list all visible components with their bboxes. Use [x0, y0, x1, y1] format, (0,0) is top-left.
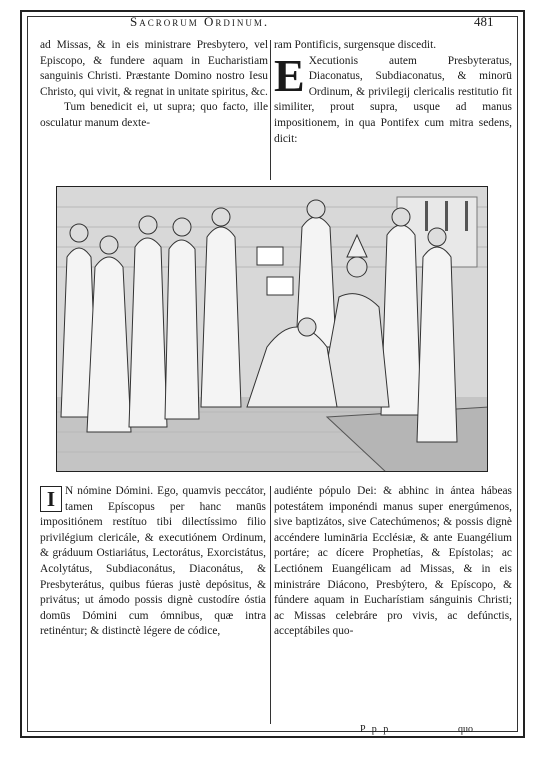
- page-number: 481: [474, 14, 494, 29]
- top-right-paragraph: [274, 49, 512, 148]
- engraving-ordination-scene: [56, 186, 488, 472]
- catchword: quo: [458, 724, 473, 735]
- bottom-left-paragraph-text: N nómine Dómini. Ego, quamvis peccátor, tamen Epíscopus per hanc manūs impositiónem restítuo tibi dilectíssimo filio privilégium clericále, & executiónem Ordinum, & gráduum Ostiariátus, Lectorátus, Exorcistátus, Acolytátus, Subdiaconátus, Diaconátus, & Presbyterátus, quibus fúeras justè depósitus, & privátus; ut ámodo possis dignè custodíre óstia domūs Dómini cum ómnibus, quæ intra retinéntur; & distinctè légere de códice,: [40, 485, 266, 638]
- dropcap-i: I: [40, 486, 62, 512]
- column-divider-bottom: [270, 486, 271, 724]
- top-left-column: [40, 38, 268, 132]
- engraving-illustration: [57, 187, 488, 472]
- bottom-right-column: [274, 484, 512, 640]
- top-right-paragraph-text: Xecutionis autem Presbyteratus, Diaconatus, Subdiaconatus, & minorū Ordinum, & privilegij clericalis restitutio fit similiter, prout supra, usque ad manus impositionem, in qua Pontifex cum mitra sedens, dicit:: [274, 54, 512, 145]
- column-divider-top: [270, 40, 271, 180]
- running-head: Sacrorum Ordinum.: [130, 14, 270, 29]
- top-left-paragraph-2: Tum benedicit ei, ut supra; quo facto, ille osculatur manum dexte-: [40, 101, 268, 129]
- top-right-line-1: ram Pontificis, surgensque discedit.: [274, 39, 437, 51]
- bottom-left-column: [40, 484, 266, 640]
- top-right-column: [274, 38, 512, 147]
- bottom-right-paragraph: audiénte pópulo Dei: & abhinc in ántea hábeas potestátem imponéndi manus super energúmenos, sive baptizátos, sive Catechúmenos; & possis dignè accéndere lumināria Ecclésiæ, & ante Euangélium portáre; ac dícere Prophetías, & Epístolas; ac Lectiónem Euangélicam ad Missas, & in eis ministráre Diácono, Presbýtero, & Epíscopo, & fúndere aquam in Eucharístiam sánguinis Christi; ac Missas celebráre pro vivis, ac defúnctis, acceptábiles quo-: [274, 485, 512, 638]
- dropcap-e: E: [274, 49, 305, 101]
- signature-mark: P p p: [360, 724, 391, 735]
- bottom-left-paragraph: [40, 484, 266, 640]
- top-left-paragraph-1: ad Missas, & in eis ministrare Presbytero, vel Episcopo, & fundere aquam in Eucharistiam sanguinis Christi. Præstante Domino nostro Iesu Christo, qui vivit, & regnat in unitate spiritus, &c.: [40, 39, 268, 98]
